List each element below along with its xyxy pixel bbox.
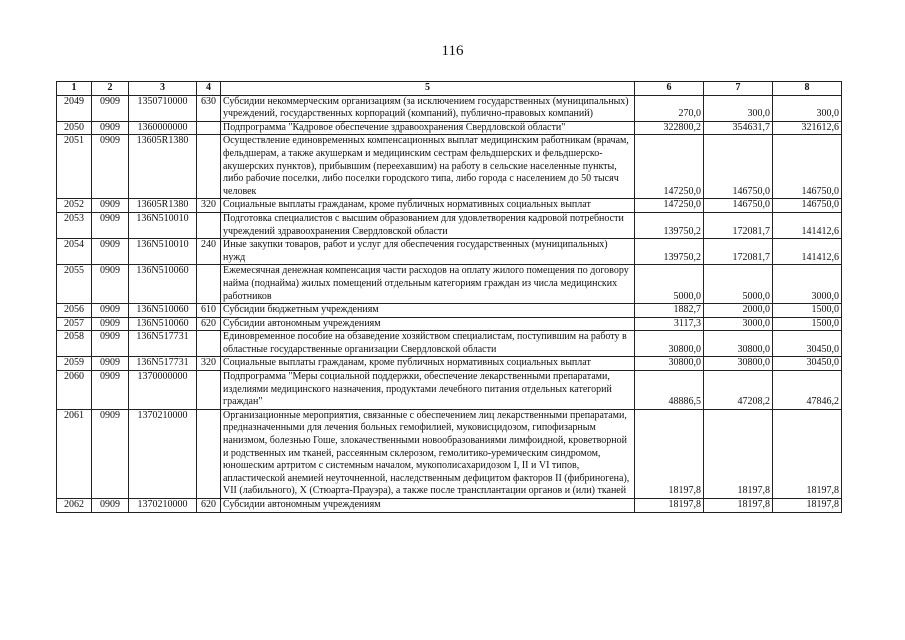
target-code: 1370210000 xyxy=(129,499,197,513)
amount-col-6: 18197,8 xyxy=(635,409,704,498)
table-row xyxy=(57,212,842,238)
amount-col-6: 139750,2 xyxy=(635,212,704,238)
expense-type xyxy=(197,371,221,410)
amount-col-6: 30800,0 xyxy=(635,331,704,357)
target-code: 1370000000 xyxy=(129,371,197,410)
section-code: 0909 xyxy=(92,331,129,357)
amount-col-8: 146750,0 xyxy=(773,199,842,213)
description: Осуществление единовременных компенсационных выплат медицинским работникам (врачам, фельдшерам, а также акушеркам и медицинским сестрам фельдшерских и фельдшерско-акушерских пунктов), прибывшим (переехавшим) на работу в сельские населенные пункты, либо рабочие поселки, либо поселки городского типа, либо города с населением до 50 тысяч человек xyxy=(221,135,635,199)
target-code: 136N510060 xyxy=(129,265,197,304)
table-row xyxy=(57,121,842,135)
target-code: 1360000000 xyxy=(129,121,197,135)
target-code: 13605R1380 xyxy=(129,199,197,213)
expense-type xyxy=(197,409,221,498)
amount-col-7: 47208,2 xyxy=(704,371,773,410)
expense-type: 320 xyxy=(197,199,221,213)
col-header-3: 3 xyxy=(129,82,197,96)
expense-type: 630 xyxy=(197,95,221,121)
page-number: 116 xyxy=(441,43,464,59)
amount-col-7: 3000,0 xyxy=(704,317,773,331)
amount-col-6: 3117,3 xyxy=(635,317,704,331)
amount-col-6: 139750,2 xyxy=(635,239,704,265)
target-code: 136N517731 xyxy=(129,331,197,357)
table-row xyxy=(57,265,842,304)
amount-col-8: 30450,0 xyxy=(773,357,842,371)
section-code: 0909 xyxy=(92,121,129,135)
section-code: 0909 xyxy=(92,135,129,199)
row-number: 2053 xyxy=(57,212,92,238)
amount-col-6: 322800,2 xyxy=(635,121,704,135)
col-header-4: 4 xyxy=(197,82,221,96)
row-number: 2057 xyxy=(57,317,92,331)
amount-col-8: 141412,6 xyxy=(773,239,842,265)
amount-col-7: 18197,8 xyxy=(704,499,773,513)
expense-type: 610 xyxy=(197,304,221,318)
description: Подпрограмма "Меры социальной поддержки, обеспечение лекарственными препаратами, изделиями медицинского назначения, продуктами лечебного питания отдельных категорий граждан" xyxy=(221,371,635,410)
amount-col-8: 1500,0 xyxy=(773,304,842,318)
target-code: 136N517731 xyxy=(129,357,197,371)
description: Субсидии автономным учреждениям xyxy=(221,499,635,513)
table-row xyxy=(57,357,842,371)
amount-col-7: 2000,0 xyxy=(704,304,773,318)
table-row xyxy=(57,135,842,199)
expense-type xyxy=(197,331,221,357)
description: Подпрограмма "Кадровое обеспечение здравоохранения Свердловской области" xyxy=(221,121,635,135)
amount-col-6: 5000,0 xyxy=(635,265,704,304)
table-row xyxy=(57,239,842,265)
row-number: 2050 xyxy=(57,121,92,135)
section-code: 0909 xyxy=(92,409,129,498)
section-code: 0909 xyxy=(92,239,129,265)
section-code: 0909 xyxy=(92,265,129,304)
amount-col-8: 30450,0 xyxy=(773,331,842,357)
amount-col-7: 30800,0 xyxy=(704,357,773,371)
amount-col-8: 1500,0 xyxy=(773,317,842,331)
target-code: 13605R1380 xyxy=(129,135,197,199)
table-row xyxy=(57,199,842,213)
col-header-5: 5 xyxy=(221,82,635,96)
row-number: 2054 xyxy=(57,239,92,265)
target-code: 1370210000 xyxy=(129,409,197,498)
col-header-8: 8 xyxy=(773,82,842,96)
amount-col-7: 172081,7 xyxy=(704,212,773,238)
description: Социальные выплаты гражданам, кроме публичных нормативных социальных выплат xyxy=(221,199,635,213)
table-row xyxy=(57,304,842,318)
table-row xyxy=(57,371,842,410)
description: Единовременное пособие на обзаведение хозяйством специалистам, поступившим на работу в областные государственные организации Свердловской области xyxy=(221,331,635,357)
expense-type: 320 xyxy=(197,357,221,371)
section-code: 0909 xyxy=(92,304,129,318)
row-number: 2062 xyxy=(57,499,92,513)
expense-type xyxy=(197,135,221,199)
description: Ежемесячная денежная компенсация части расходов на оплату жилого помещения по договору найма (поднайма) жилых помещений отдельным категориям граждан из числа медицинских работников xyxy=(221,265,635,304)
description: Подготовка специалистов с высшим образованием для удовлетворения кадровой потребности учреждений здравоохранения Свердловской области xyxy=(221,212,635,238)
row-number: 2055 xyxy=(57,265,92,304)
col-header-6: 6 xyxy=(635,82,704,96)
amount-col-8: 141412,6 xyxy=(773,212,842,238)
description: Социальные выплаты гражданам, кроме публичных нормативных социальных выплат xyxy=(221,357,635,371)
amount-col-6: 18197,8 xyxy=(635,499,704,513)
expense-type xyxy=(197,265,221,304)
amount-col-8: 146750,0 xyxy=(773,135,842,199)
description: Субсидии некоммерческим организациям (за исключением государственных (муниципальных) учреждений, государственных корпораций (компаний), публично-правовых компаний) xyxy=(221,95,635,121)
amount-col-7: 5000,0 xyxy=(704,265,773,304)
amount-col-7: 30800,0 xyxy=(704,331,773,357)
description: Субсидии автономным учреждениям xyxy=(221,317,635,331)
amount-col-8: 47846,2 xyxy=(773,371,842,410)
col-header-7: 7 xyxy=(704,82,773,96)
amount-col-6: 1882,7 xyxy=(635,304,704,318)
description: Субсидии бюджетным учреждениям xyxy=(221,304,635,318)
table-row xyxy=(57,95,842,121)
row-number: 2059 xyxy=(57,357,92,371)
amount-col-8: 18197,8 xyxy=(773,499,842,513)
amount-col-6: 147250,0 xyxy=(635,199,704,213)
target-code: 136N510060 xyxy=(129,304,197,318)
amount-col-8: 300,0 xyxy=(773,95,842,121)
target-code: 136N510010 xyxy=(129,212,197,238)
target-code: 136N510010 xyxy=(129,239,197,265)
amount-col-7: 146750,0 xyxy=(704,135,773,199)
table-row xyxy=(57,409,842,498)
header-row xyxy=(57,82,842,96)
section-code: 0909 xyxy=(92,499,129,513)
amount-col-6: 270,0 xyxy=(635,95,704,121)
table-row xyxy=(57,499,842,513)
row-number: 2060 xyxy=(57,371,92,410)
col-header-1: 1 xyxy=(57,82,92,96)
row-number: 2052 xyxy=(57,199,92,213)
section-code: 0909 xyxy=(92,317,129,331)
section-code: 0909 xyxy=(92,95,129,121)
amount-col-7: 172081,7 xyxy=(704,239,773,265)
expense-type xyxy=(197,121,221,135)
row-number: 2058 xyxy=(57,331,92,357)
row-number: 2056 xyxy=(57,304,92,318)
table-row xyxy=(57,331,842,357)
section-code: 0909 xyxy=(92,357,129,371)
description: Иные закупки товаров, работ и услуг для обеспечения государственных (муниципальных) нужд xyxy=(221,239,635,265)
amount-col-8: 3000,0 xyxy=(773,265,842,304)
row-number: 2049 xyxy=(57,95,92,121)
section-code: 0909 xyxy=(92,199,129,213)
col-header-2: 2 xyxy=(92,82,129,96)
amount-col-6: 30800,0 xyxy=(635,357,704,371)
amount-col-8: 18197,8 xyxy=(773,409,842,498)
section-code: 0909 xyxy=(92,212,129,238)
expense-type: 620 xyxy=(197,499,221,513)
amount-col-7: 146750,0 xyxy=(704,199,773,213)
amount-col-6: 147250,0 xyxy=(635,135,704,199)
amount-col-7: 354631,7 xyxy=(704,121,773,135)
amount-col-7: 300,0 xyxy=(704,95,773,121)
amount-col-8: 321612,6 xyxy=(773,121,842,135)
amount-col-6: 48886,5 xyxy=(635,371,704,410)
expense-type: 620 xyxy=(197,317,221,331)
table-row xyxy=(57,317,842,331)
description: Организационные мероприятия, связанные с обеспечением лиц лекарственными препаратами, предназначенными для лечения больных гемофилией, муковисцидозом, гипофизарным нанизмом, болезнью Гоше, злокачественными новообразованиями лимфоидной, кроветворной и родственных им тканей, рассеянным склерозом, гемолитико-уремическим синдромом, юношеским артритом с системным началом, мукополисахаридозом I, II и VI типов, апластической анемией неуточненной, наследственным дефицитом факторов II (фибриногена), VII (лабильного), X (Стюарта-Прауэра), а также после трансплантации органов и (или) тканей xyxy=(221,409,635,498)
expense-type: 240 xyxy=(197,239,221,265)
expense-type xyxy=(197,212,221,238)
row-number: 2061 xyxy=(57,409,92,498)
budget-table xyxy=(56,81,842,513)
target-code: 1350710000 xyxy=(129,95,197,121)
amount-col-7: 18197,8 xyxy=(704,409,773,498)
target-code: 136N510060 xyxy=(129,317,197,331)
section-code: 0909 xyxy=(92,371,129,410)
row-number: 2051 xyxy=(57,135,92,199)
